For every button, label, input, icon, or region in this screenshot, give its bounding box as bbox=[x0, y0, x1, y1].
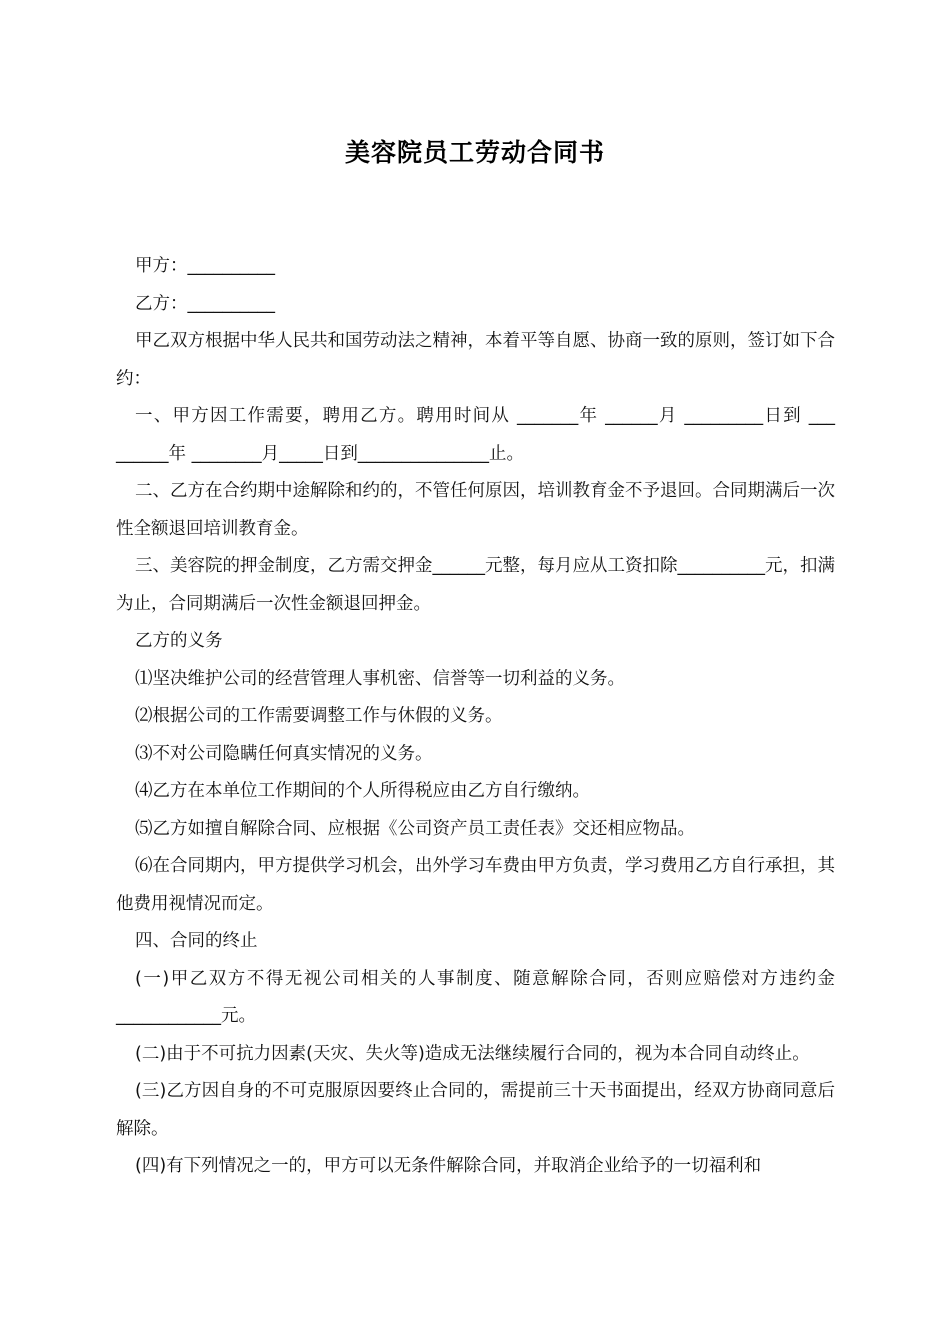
obligation-item: ⑷乙方在本单位工作期间的个人所得税应由乙方自行缴纳。 bbox=[135, 781, 590, 801]
obligation-item: ⑹在合同期内，甲方提供学习机会，出外学习车费由甲方负责，学习费用乙方自行承担，其他费用视情况而定。 bbox=[116, 856, 835, 914]
termination-item: (四)有下列情况之一的，甲方可以无条件解除合同，并取消企业给予的一切福利和 bbox=[135, 1156, 762, 1176]
clause-1-employment-period: 一、甲方因工作需要，聘用乙方。聘用时间从 _______年 ______月 _________日到 ___ ______年 ________月_____日到_______________止。 bbox=[116, 406, 835, 464]
preamble-paragraph: 甲乙双方根据中华人民共和国劳动法之精神，本着平等自愿、协商一致的原则，签订如下合约： bbox=[116, 331, 835, 389]
party-a-line: 甲方：__________ bbox=[135, 256, 275, 276]
termination-item: (一)甲乙双方不得无视公司相关的人事制度、随意解除合同，否则应赔偿对方违约金____________元。 bbox=[116, 968, 835, 1026]
document-body bbox=[116, 248, 835, 1186]
obligation-item: ⑶不对公司隐瞒任何真实情况的义务。 bbox=[135, 743, 433, 764]
termination-item: (二)由于不可抗力因素(天灾、失火等)造成无法继续履行合同的，视为本合同自动终止。 bbox=[135, 1043, 810, 1064]
party-b-line: 乙方：__________ bbox=[135, 293, 275, 314]
obligation-item: ⑴坚决维护公司的经营管理人事机密、信誉等一切利益的义务。 bbox=[135, 668, 625, 689]
section-heading-obligations: 乙方的义务 bbox=[135, 631, 223, 651]
clause-3-deposit: 三、美容院的押金制度，乙方需交押金______元整，每月应从工资扣除__________元，扣满为止，合同期满后一次性金额退回押金。 bbox=[116, 556, 835, 614]
obligation-item: ⑵根据公司的工作需要调整工作与休假的义务。 bbox=[135, 706, 503, 726]
termination-item: (三)乙方因自身的不可克服原因要终止合同的，需提前三十天书面提出，经双方协商同意后解除。 bbox=[116, 1081, 835, 1139]
section-heading-termination: 四、合同的终止 bbox=[135, 931, 258, 951]
document-title: 美容院员工劳动合同书 bbox=[344, 138, 605, 167]
obligation-item: ⑸乙方如擅自解除合同、应根据《公司资产员工责任表》交还相应物品。 bbox=[135, 818, 695, 839]
clause-2-training-fund: 二、乙方在合约期中途解除和约的，不管任何原因，培训教育金不予退回。合同期满后一次性全额退回培训教育金。 bbox=[116, 481, 835, 539]
